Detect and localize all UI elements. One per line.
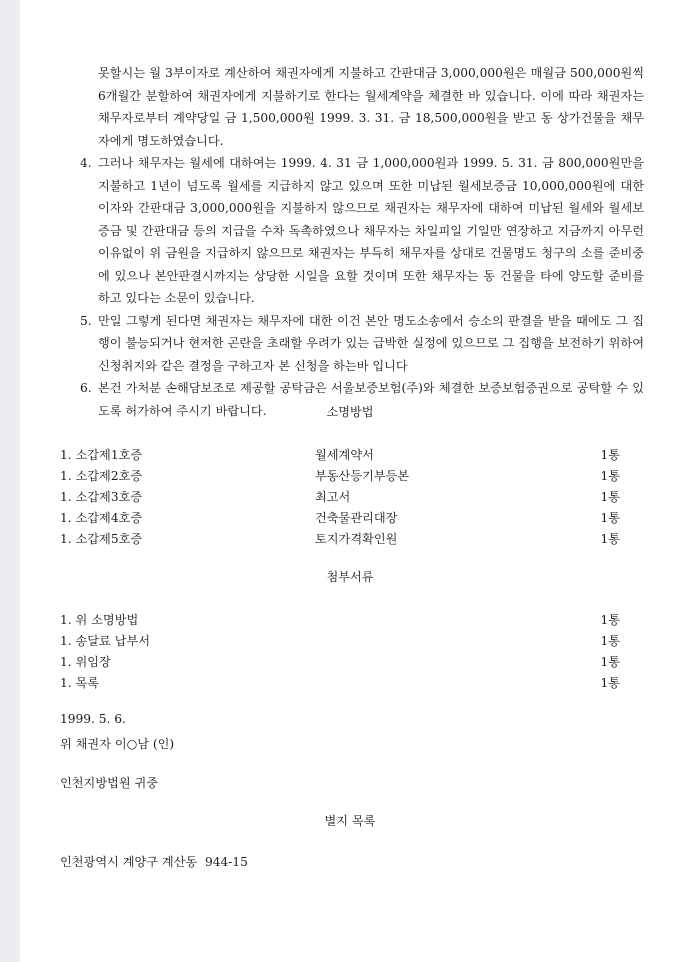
paragraph-4 [80,152,644,310]
evidence-label: 1. 소갑제2호증 [60,469,143,483]
evidence-document: 건축물관리대장 [315,511,398,525]
evidence-row [60,488,620,508]
court-addressee: 인천지방법원 귀중 [60,776,159,790]
paragraph-text: 그러나 채무자는 월세에 대하여는 1999. 4. 31 금 1,000,000원과 1999. 5. 31. 금 800,000원만을 지불하고 1년이 넘도록 월세를 지급하지 않고 있으며 또한 미납된 월세보증금 10,000,000원에 대한 이자와 간판대금 3,000,000원을 지불하지 않으므로 채권자는 채무자에 대하여 미납된 월세와 월세보증금 및 간판대금 등의 지급을 수차 독촉하였으나 채무자는 차일피일 기일만 연장하고 지금까지 아무런 이유없이 위 금원을 지급하지 않으므로 채권자는 부득히 채무자를 상대로 건물명도 청구의 소를 준비중에 있으나 본안판결시까지는 상당한 시일을 요할 것이며 또한 채무자는 동 건물을 타에 양도할 준비를 하고 있다는 소문이 있습니다. [98,156,644,305]
evidence-document: 최고서 [315,490,351,504]
evidence-row [60,530,620,550]
evidence-count: 1통 [600,469,620,483]
attachment-row [60,653,620,673]
attachment-count: 1통 [600,676,620,690]
document-page [20,0,680,962]
evidence-row [60,446,620,466]
evidence-label: 1. 소갑제1호증 [60,448,143,462]
attachment-label: 1. 송달료 납부서 [60,634,151,648]
evidence-document: 토지가격확인원 [315,532,398,546]
filing-date: 1999. 5. 6. [60,712,126,726]
evidence-document: 월세계약서 [315,448,374,462]
paragraph-5 [80,310,644,378]
evidence-row [60,467,620,487]
creditor-signature: 위 채권자 이○남 (인) [60,737,175,751]
evidence-label: 1. 소갑제3호증 [60,490,143,504]
attachment-row [60,611,620,631]
property-address: 인천광역시 계양구 계산동 944-15 [60,855,248,869]
paragraph-number: 5. [80,313,92,328]
paragraph-text: 본건 가처분 손해담보조로 제공할 공탁금은 서울보증보험(주)와 체결한 보증보험증권으로 공탁할 수 있도록 허가하여 주시기 바랍니다. [98,381,644,418]
evidence-count: 1통 [600,490,620,504]
attachment-row [60,632,620,652]
attachment-row [60,674,620,694]
attachment-label: 1. 목록 [60,676,100,690]
evidence-count: 1통 [600,448,620,462]
evidence-count: 1통 [600,532,620,546]
attachment-count: 1통 [600,634,620,648]
paragraph-number: 6. [80,381,92,395]
paragraph-number: 4. [80,156,92,170]
evidence-heading: 소명방법 [326,405,374,419]
attachment-count: 1통 [600,655,620,669]
attachment-label: 1. 위임장 [60,655,111,669]
petition-body [80,62,644,422]
evidence-count: 1통 [600,511,620,525]
paragraph-text: 만일 그렇게 된다면 채권자는 채무자에 대한 이건 본안 명도소송에서 승소의 판결을 받을 때에도 그 집행이 불능되거나 현저한 곤란을 초래할 우려가 있는 급박한 실정에 있으므로 그 집행을 보전하기 위하여 신청취지와 같은 결정을 구하고자 본 신청을 하는바 입니다 [98,313,644,373]
evidence-document: 부동산등기부등본 [315,469,410,483]
evidence-label: 1. 소갑제4호증 [60,511,143,525]
evidence-label: 1. 소갑제5호증 [60,532,143,546]
attachment-label: 1. 위 소명방법 [60,613,139,627]
evidence-row [60,509,620,529]
annex-title: 별지 목록 [324,814,376,828]
paragraph-3-continuation: 못할시는 월 3부이자로 계산하여 채권자에게 지불하고 간판대금 3,000,000원은 매월금 500,000원씩 6개월간 분할하여 채권자에게 지불하기로 한다는 월세계약을 체결한 바 있습니다. 이에 따라 채권자는 채무자로부터 계약당일 금 1,500,000원 1999. 3. 31. 금 18,500,000원을 받고 동 상가건물을 채무자에게 명도하였습니다. [98,66,644,148]
attachment-count: 1통 [600,613,620,627]
attachments-heading: 첨부서류 [326,570,374,584]
